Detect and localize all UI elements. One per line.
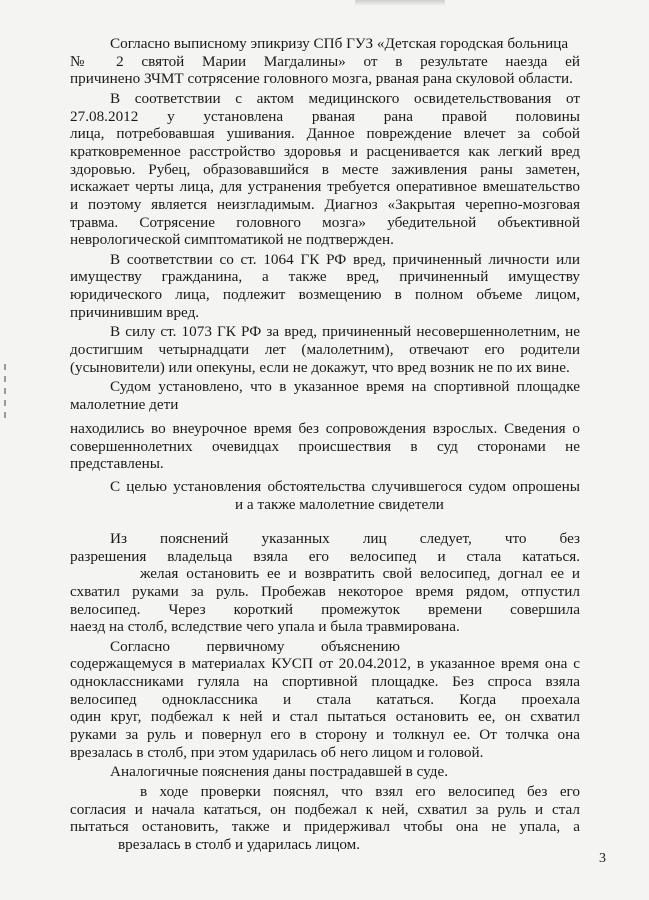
text-line: находились во внеурочное время без сопровождения взрослых. Сведения о	[70, 420, 580, 438]
text-line: В силу ст. 1073 ГК РФ за вред, причиненный несовершеннолетним, не	[110, 323, 580, 341]
text-line: искажает черты лица, для устранения требуется оперативное вмешательство	[70, 178, 580, 196]
scan-smudge	[355, 0, 445, 6]
text-line: малолетние дети	[70, 395, 179, 413]
text-line: Из пояснений указанных лиц следует, что без	[110, 529, 580, 547]
binding-marks	[4, 364, 7, 424]
text-line: причинено ЗЧМТ сотрясение головного мозга, рваная рана скуловой области.	[70, 70, 573, 88]
text-line: Согласно выписному эпикризу СПб ГУЗ «Детская городская больница	[110, 35, 569, 52]
text-line: № 2 святой Марии Магдалины» от в результате наезда ей	[70, 52, 580, 70]
text-line: (усыновители) или опекуны, если не докажут, что вред возник не по их вине.	[70, 358, 570, 376]
text-line: представлены.	[70, 455, 164, 473]
text-line: одноклассниками гуляла на спортивной площадке. Без спроса взяла	[70, 673, 580, 691]
text-line: велосипед одноклассника и стала кататься. Когда проехала	[70, 690, 580, 708]
text-line: имуществу гражданина, а также вред, причиненный имуществу	[70, 268, 580, 286]
text-line: В соответствии со ст. 1064 ГК РФ вред, причиненный личности или	[110, 250, 580, 268]
text-line: Судом установлено, что в указанное время на спортивной площадке	[110, 378, 580, 396]
text-line: врезалась в столб, при этом ударилась об него лицом и головой.	[70, 743, 484, 761]
text-line: лица, потребовавшая ушивания. Данное повреждение влечет за собой	[70, 125, 580, 143]
text-line: согласия и начала кататься, он подбежал к ней, схватил за руль и стал	[70, 800, 580, 818]
text-line: содержащемуся в материалах КУСП от 20.04.2012, в указанное время она с	[70, 655, 580, 673]
text-line: пытаться остановить, также и придерживал чтобы она не упала, а	[70, 818, 580, 836]
text-line: схватил руками за руль. Пробежав некоторое время рядом, отпустил	[70, 582, 580, 600]
text-line: достигшим четырнадцати лет (малолетним), отвечают его родители	[70, 341, 580, 359]
text-line: 27.08.2012 у установлена рваная рана правой половины	[70, 107, 580, 125]
text-line: наезд на столб, вследствие чего упала и была травмирована.	[70, 618, 460, 636]
text-line: кратковременное расстройство здоровья и расценивается как легкий вред	[70, 142, 580, 160]
text-line: Согласно первичному объяснению	[110, 637, 400, 655]
text-line: и а также малолетние свидетели	[235, 496, 444, 514]
page-number: 3	[599, 851, 606, 866]
text-line: велосипед. Через короткий промежуток времени совершила	[70, 600, 580, 618]
text-line: травма. Сотрясение головного мозга» убедительной объективной	[70, 213, 580, 231]
text-line: руками за руль и повернул его в сторону и толкнул ее. От толчка она	[70, 726, 580, 744]
text-line: юридического лица, подлежит возмещению в полном объеме лицом,	[70, 286, 580, 304]
text-line: врезалась в столб и ударилась лицом.	[118, 835, 361, 853]
text-line: один круг, подбежал к ней и стал пытаться остановить ее, он схватил	[70, 708, 580, 726]
text-line: неврологической симптоматикой не подтвержден.	[70, 231, 394, 249]
text-line: совершеннолетних очевидцах происшествия в суд сторонами не	[70, 437, 580, 455]
text-line: желая остановить ее и возвратить свой велосипед, догнал ее и	[140, 565, 580, 583]
text-line: В соответствии с актом медицинского освидетельствования от	[110, 89, 580, 107]
text-line: причинившим вред.	[70, 303, 200, 321]
text-line: здоровью. Рубец, образовавшийся в месте заживления раны заметен,	[70, 160, 580, 178]
text-line: разрешения владельца взяла его велосипед и стала кататься.	[70, 547, 580, 565]
text-line: Аналогичные пояснения даны пострадавшей в суде.	[110, 763, 449, 781]
text-line: в ходе проверки пояснял, что взял его велосипед без его	[140, 782, 580, 800]
text-line: и поэтому является неизгладимым. Диагноз «Закрытая черепно-мозговая	[70, 195, 580, 213]
text-line: С целью установления обстоятельства случившегося судом опрошены	[110, 477, 580, 495]
